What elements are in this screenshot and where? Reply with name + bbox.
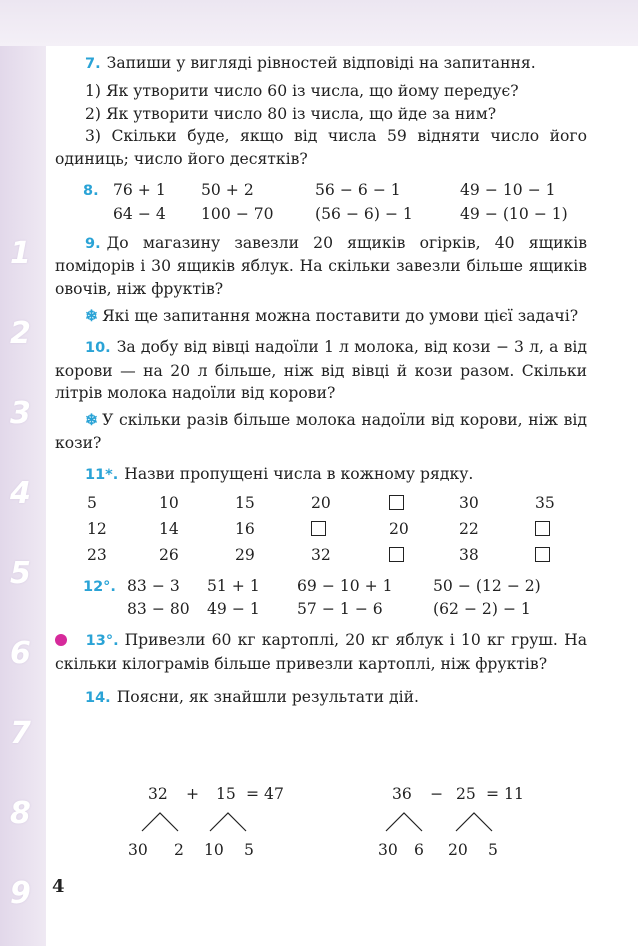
expression: 56 − 6 − 1	[315, 181, 401, 200]
decomposition-diagrams	[0, 785, 638, 865]
expression: 83 − 80	[127, 600, 190, 619]
side-number: 2	[10, 316, 31, 351]
task-7-item: 2) Як утворити число 80 із числа, що йде за ним?	[85, 104, 497, 123]
task-text: Запиши у вигляді рівностей відповіді на запитання.	[106, 54, 536, 72]
grid-cell: 35	[535, 494, 555, 513]
top-band	[0, 0, 638, 46]
part: 30	[378, 841, 398, 859]
task-text: Назви пропущені числа в кожному рядку.	[124, 464, 474, 483]
expression: 49 − 10 − 1	[460, 181, 556, 200]
grid-cell: 29	[235, 546, 255, 565]
grid-cell: 38	[459, 546, 479, 565]
task-number: 7.	[85, 56, 101, 72]
operand: 15	[216, 785, 236, 803]
task-number: 11*.	[85, 466, 119, 483]
missing-number-box	[311, 517, 389, 543]
number-grid	[87, 491, 555, 569]
missing-number-box	[389, 491, 459, 517]
expression: (56 − 6) − 1	[315, 204, 413, 223]
task-text: До магазину завезли 20 ящиків огірків, 40 ящиків помідорів і 30 ящиків яблук. На скільки завезли більше ящиків овочів, ніж фруктів?	[55, 233, 587, 299]
expression: 57 − 1 − 6	[297, 600, 383, 619]
task-7-item: 1) Як утворити число 60 із числа, що йому передує?	[85, 81, 519, 100]
part: 2	[174, 841, 184, 859]
grid-cell: 30	[459, 494, 479, 513]
task-13	[55, 629, 587, 676]
grid-cell: 12	[87, 520, 107, 539]
extra-question: Які ще запитання можна поставити до умови цієї задачі?	[102, 306, 579, 325]
task-8	[83, 179, 568, 226]
page-content	[55, 52, 587, 714]
result: = 47	[246, 785, 284, 803]
snowflake-icon: ❄	[85, 410, 99, 430]
grid-cell: 5	[87, 494, 97, 513]
side-number: 7	[10, 716, 31, 751]
side-number: 6	[10, 636, 31, 671]
task-number: 8.	[83, 182, 99, 199]
operand: 36	[392, 785, 412, 803]
grid-cell: 23	[87, 546, 107, 565]
side-number: 5	[10, 556, 31, 591]
grid-cell: 20	[389, 520, 409, 539]
side-number: 4	[10, 476, 31, 511]
task-14	[55, 686, 587, 710]
snowflake-icon: ❄	[85, 305, 99, 325]
task-7-item: 3) Скільки буде, якщо від числа 59 відняти число його одиниць; число його десятків?	[55, 127, 587, 169]
task-number: 13°.	[85, 633, 119, 650]
task-text: За добу від вівці надоїли 1 л молока, від кози − 3 л, а від корови — на 20 л більше, ніж від вівці й кози разом. Скільки літрів молока надоїли від корови?	[55, 337, 587, 403]
task-10	[55, 336, 587, 405]
side-number: 8	[10, 796, 31, 831]
task-11	[55, 463, 587, 487]
task-9-extra	[55, 305, 587, 328]
part: 20	[448, 841, 468, 859]
expression: 69 − 10 + 1	[297, 577, 393, 596]
expression: 51 + 1	[207, 577, 260, 596]
operand: 25	[456, 785, 476, 803]
task-number: 9.	[85, 235, 101, 252]
side-number: 1	[10, 236, 31, 271]
grid-cell: 20	[311, 494, 331, 513]
operator: +	[186, 785, 200, 803]
extra-question: У скільки разів більше молока надоїли від корови, ніж від кози?	[55, 411, 587, 452]
missing-number-box	[535, 517, 555, 543]
side-number: 9	[10, 876, 31, 911]
part: 10	[204, 841, 224, 859]
magenta-dot-icon	[55, 634, 67, 646]
operator: −	[430, 785, 444, 803]
task-number: 10.	[85, 339, 111, 356]
task-number: 14.	[85, 689, 111, 706]
grid-cell: 32	[311, 546, 331, 565]
grid-cell: 16	[235, 520, 255, 539]
task-7	[55, 52, 587, 76]
branch-lines	[0, 785, 638, 865]
task-number: 12°.	[83, 578, 116, 595]
expression: 100 − 70	[201, 204, 274, 223]
part: 5	[488, 841, 498, 859]
expression: 76 + 1	[113, 181, 166, 200]
expression: (62 − 2) − 1	[433, 600, 531, 619]
part: 30	[128, 841, 148, 859]
result: = 11	[486, 785, 524, 803]
expression: 50 − (12 − 2)	[433, 577, 541, 596]
missing-number-box	[535, 543, 555, 569]
expression: 83 − 3	[127, 577, 180, 596]
expression: 49 − 1	[207, 600, 260, 619]
grid-cell: 26	[159, 546, 179, 565]
side-number: 3	[10, 396, 31, 431]
task-12	[83, 575, 541, 622]
task-text: Поясни, як знайшли результати дій.	[116, 687, 419, 706]
grid-cell: 15	[235, 494, 255, 513]
part: 5	[244, 841, 254, 859]
expression: 64 − 4	[113, 204, 166, 223]
grid-cell: 14	[159, 520, 179, 539]
operand: 32	[148, 785, 168, 803]
task-10-extra	[55, 409, 587, 455]
missing-number-box	[389, 543, 459, 569]
grid-cell: 22	[459, 520, 479, 539]
expression: 49 − (10 − 1)	[460, 204, 568, 223]
part: 6	[414, 841, 424, 859]
task-text: Привезли 60 кг картоплі, 20 кг яблук і 10 кг груш. На скільки кілограмів більше привезли картоплі, ніж фруктів?	[55, 631, 587, 673]
task-9	[55, 232, 587, 301]
grid-cell: 10	[159, 494, 179, 513]
page-number: 4	[52, 876, 65, 897]
expression: 50 + 2	[201, 181, 254, 200]
